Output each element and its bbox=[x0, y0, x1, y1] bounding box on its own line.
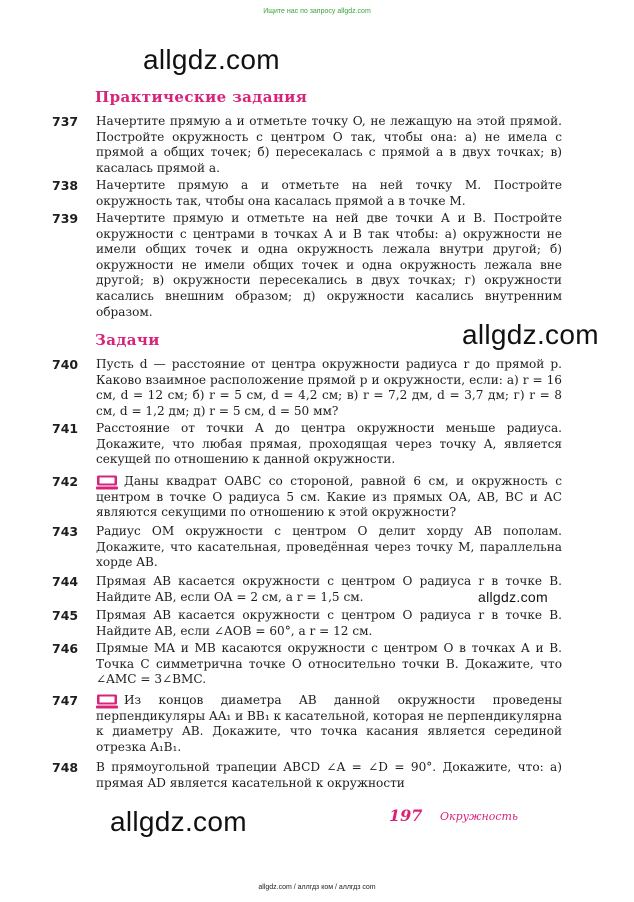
problem-text: Прямая AB касается окружности с центром O радиуса r в точке B. Найдите AB, если ∠AOB = 60°, а r = 12 см. bbox=[96, 608, 562, 638]
watermark-small: allgdz.com bbox=[478, 589, 548, 605]
problem-745 bbox=[52, 608, 562, 639]
watermark-logo: allgdz.com bbox=[143, 44, 280, 75]
problem-number: 743 bbox=[52, 524, 79, 539]
bottom-watermark: allgdz.com / аллгдз ком / аллгдз com bbox=[258, 884, 376, 891]
problem-number: 740 bbox=[52, 357, 79, 372]
problem-748 bbox=[52, 760, 562, 791]
problem-number: 746 bbox=[52, 641, 79, 656]
chapter-title: Окружность bbox=[440, 810, 518, 823]
computer-icon bbox=[96, 694, 118, 709]
problem-text: Прямые MA и MB касаются окружности с центром O в точках A и B. Точка C симметрична точке O относительно точки B. Докажите, что ∠AMC = 3∠BMC. bbox=[96, 641, 562, 687]
problem-number: 739 bbox=[52, 211, 79, 226]
problem-text: В прямоугольной трапеции ABCD ∠A = ∠D = 90°. Докажите, что: а) прямая AD является касательной к окружности bbox=[96, 760, 562, 790]
problem-number: 737 bbox=[52, 114, 79, 129]
problem-741 bbox=[52, 421, 562, 468]
problem-744 bbox=[52, 574, 562, 605]
problem-number: 745 bbox=[52, 608, 79, 623]
computer-icon bbox=[96, 475, 118, 490]
problem-number: 738 bbox=[52, 178, 79, 193]
problem-739 bbox=[52, 211, 562, 320]
problem-number: 742 bbox=[52, 474, 79, 489]
problem-740 bbox=[52, 357, 562, 419]
problem-747 bbox=[52, 693, 562, 755]
problem-746 bbox=[52, 641, 562, 688]
problem-text: Расстояние от точки A до центра окружности меньше радиуса. Докажите, что любая прямая, проходящая через точку A, является секущей по отношению к данной окружности. bbox=[96, 421, 562, 467]
problem-number: 747 bbox=[52, 693, 79, 708]
problem-737 bbox=[52, 114, 562, 176]
problem-text: Прямая AB касается окружности с центром O радиуса r в точке B. Найдите AB, если OA = 2 см, а r = 1,5 см. bbox=[96, 574, 562, 604]
problem-text: Начертите прямую a и отметьте на ней точку M. Постройте окружность так, чтобы она касалась прямой a в точке M. bbox=[96, 178, 562, 208]
problem-number: 744 bbox=[52, 574, 79, 589]
problem-738 bbox=[52, 178, 562, 209]
problem-742 bbox=[52, 474, 562, 521]
problem-text: Даны квадрат OABC со стороной, равной 6 см, и окружность с центром в точке O радиуса 5 см. Какие из прямых OA, AB, BC и AC являются секущими по отношению к этой окружности? bbox=[96, 474, 562, 520]
watermark-logo: allgdz.com bbox=[462, 319, 599, 350]
problem-number: 741 bbox=[52, 421, 79, 436]
problem-743 bbox=[52, 524, 562, 571]
problem-text: Пусть d — расстояние от центра окружности радиуса r до прямой p. Каково взаимное расположение прямой p и окружности, если: а) r = 16 см, d = 12 см; б) r = 5 см, d = 4,2 см; в) r = 7,2 дм, d = 3,7 дм; г) r = 8 см, d = 1,2 дм; д) r = 5 см, d = 50 мм? bbox=[96, 357, 562, 418]
problem-text: Начертите прямую и отметьте на ней две точки A и B. Постройте окружности с центрами в точках A и B так чтобы: а) окружности не имели общих точек и одна окружность лежала внутри другой; б) окружности не имели общих точек и одна окружность лежала вне другой; в) окружности пересекались в двух точках; г) окружности касались внешним образом; д) окружности касались внутренним образом. bbox=[96, 211, 562, 319]
problem-text: Радиус OM окружности с центром O делит хорду AB пополам. Докажите, что касательная, проведённая через точку M, параллельна хорде AB. bbox=[96, 524, 562, 570]
section-heading-tasks: Задачи bbox=[95, 331, 160, 349]
problem-text: Начертите прямую a и отметьте точку O, не лежащую на этой прямой. Постройте окружность с центром O так, чтобы она: а) не имела с прямой a общих точек; б) пересекалась с прямой a в двух точках; в) касалась прямой a. bbox=[96, 114, 562, 175]
watermark-logo: allgdz.com bbox=[110, 806, 247, 837]
problem-text: Из концов диаметра AB данной окружности проведены перпендикуляры AA₁ и BB₁ к касательной, которая не перпендикулярна к диаметру AB. Докажите, что точка касания является серединой отрезка A₁B₁. bbox=[96, 693, 562, 754]
page-number: 197 bbox=[389, 806, 423, 825]
problem-number: 748 bbox=[52, 760, 79, 775]
top-watermark: Ищите нас по запросу allgdz.com bbox=[263, 8, 371, 15]
section-heading-practical: Практические задания bbox=[95, 88, 308, 106]
